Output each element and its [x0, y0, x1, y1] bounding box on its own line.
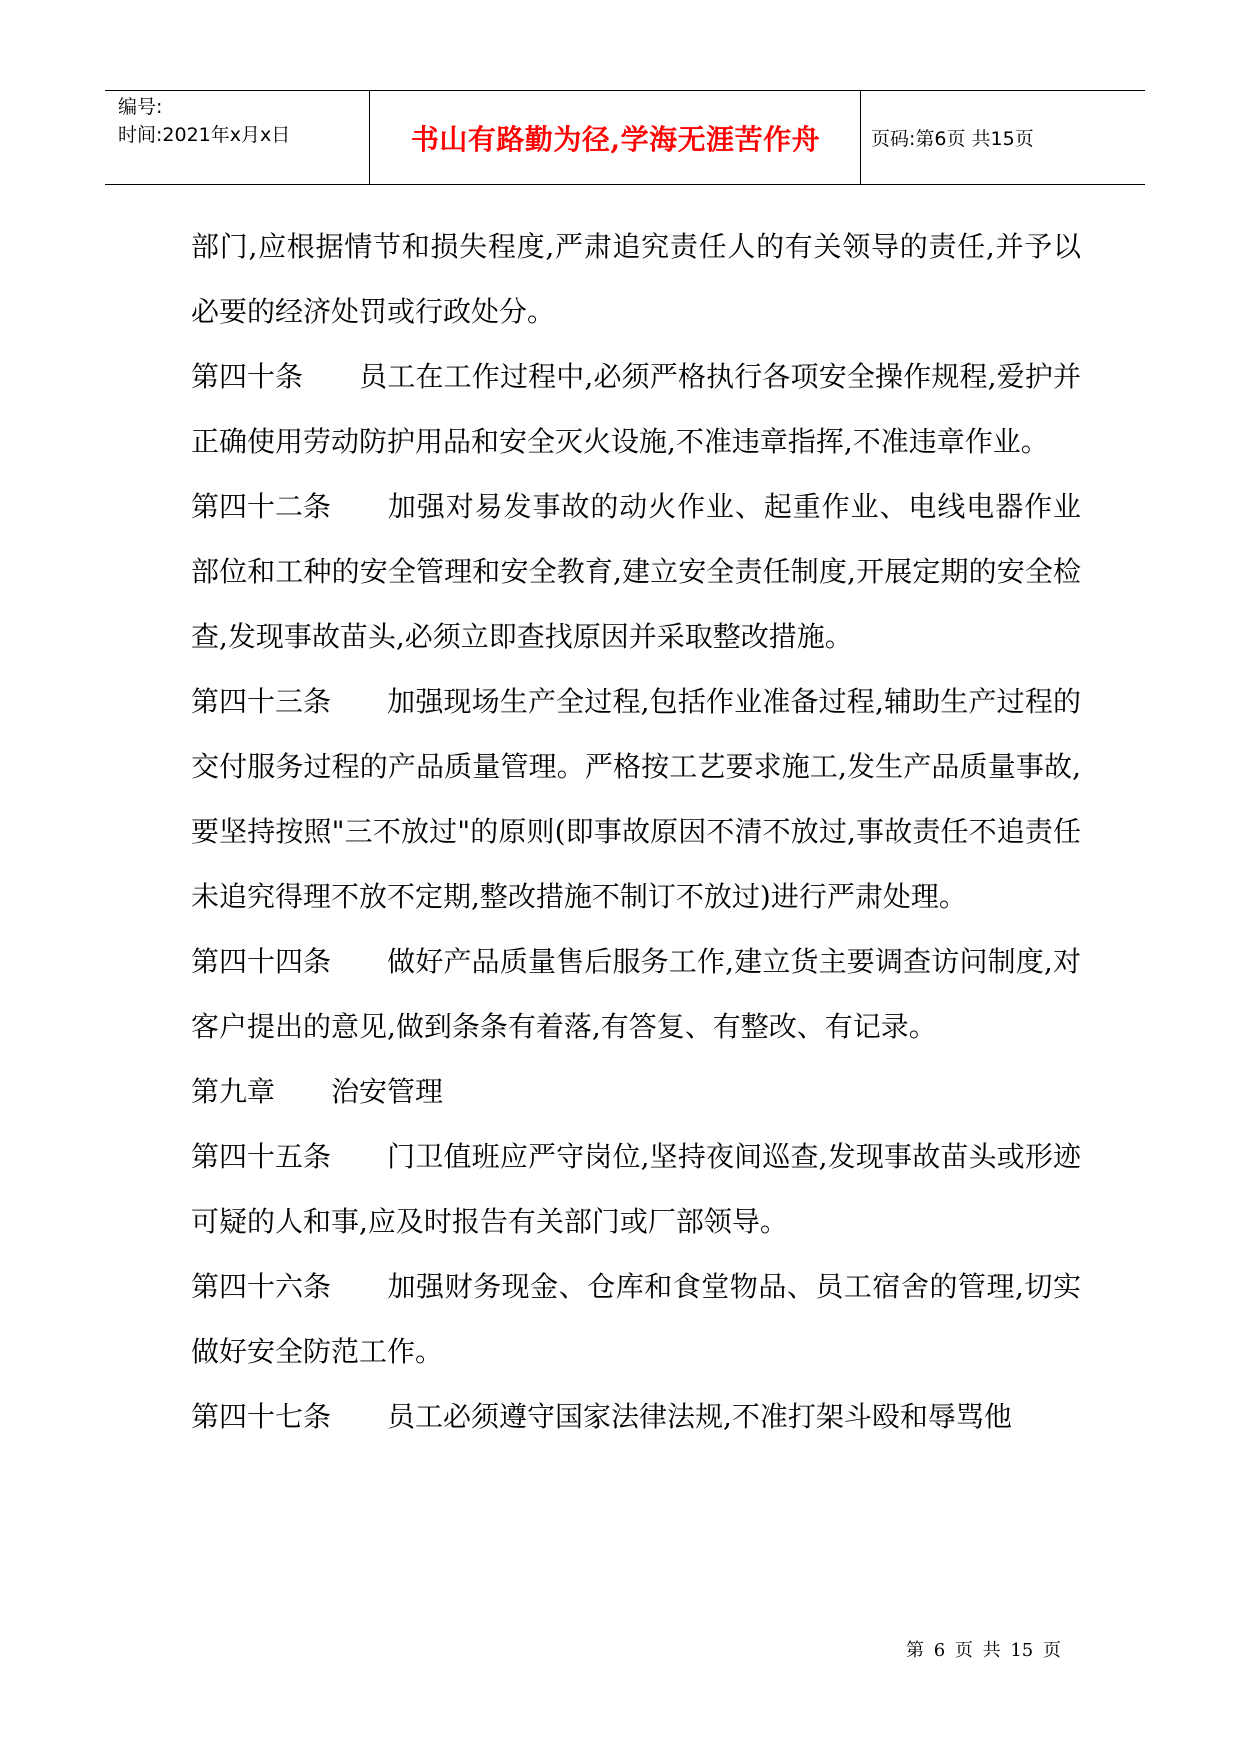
article-text: 加强财务现金、仓库和食堂物品、员工宿舍的管理,切实做好安全防范工作。 [191, 1270, 1081, 1368]
page-header [105, 90, 1145, 185]
header-divider-left [369, 91, 370, 184]
article-label: 第四十三条 [191, 685, 332, 718]
article-label: 第四十二条 [191, 490, 332, 523]
article-label: 第四十七条 [191, 1400, 332, 1433]
article-text: 员工在工作过程中,必须严格执行各项安全操作规程,爱护并正确使用劳动防护用品和安全灭火设施,不准违章指挥,不准违章作业。 [191, 360, 1081, 458]
article-text: 加强现场生产全过程,包括作业准备过程,辅助生产过程的交付服务过程的产品质量管理。严格按工艺要求施工,发生产品质量事故,要坚持按照"三不放过"的原则(即事故原因不清不放过,事故责任不追责任未追究得理不放不定期,整改措施不制订不放过)进行严肃处理。 [191, 685, 1081, 913]
chapter-label: 第九章 [191, 1075, 276, 1108]
paragraph-continuation [191, 214, 1081, 344]
header-page-info: 页码:第6页 共15页 [871, 128, 1034, 150]
article-42 [191, 474, 1081, 669]
article-46 [191, 1254, 1081, 1384]
article-label: 第四十五条 [191, 1140, 332, 1173]
article-text: 做好产品质量售后服务工作,建立货主要调查访问制度,对客户提出的意见,做到条条有着落,有答复、有整改、有记录。 [191, 945, 1081, 1043]
chapter-9-heading [191, 1059, 1081, 1124]
article-45 [191, 1124, 1081, 1254]
article-label: 第四十六条 [191, 1270, 332, 1303]
article-text: 员工必须遵守国家法律法规,不准打架斗殴和辱骂他 [387, 1400, 1012, 1433]
document-body [191, 214, 1081, 1449]
page-footer: 第 6 页 共 15 页 [906, 1640, 1061, 1661]
article-text: 加强对易发事故的动火作业、起重作业、电线电器作业部位和工种的安全管理和安全教育,建立安全责任制度,开展定期的安全检查,发现事故苗头,必须立即查找原因并采取整改措施。 [191, 490, 1081, 653]
article-40 [191, 344, 1081, 474]
paragraph-text: 部门,应根据情节和损失程度,严肃追究责任人的有关领导的责任,并予以必要的经济处罚或行政处分。 [191, 230, 1081, 328]
article-label: 第四十条 [191, 360, 304, 393]
document-time-label: 时间:2021年x月x日 [118, 124, 291, 146]
article-43 [191, 669, 1081, 929]
header-motto: 书山有路勤为径,学海无涯苦作舟 [410, 122, 821, 156]
article-44 [191, 929, 1081, 1059]
header-meta [118, 93, 290, 149]
document-number-label: 编号: [118, 96, 163, 118]
article-47 [191, 1384, 1081, 1449]
article-label: 第四十四条 [191, 945, 332, 978]
chapter-title: 治安管理 [331, 1075, 444, 1108]
article-text: 门卫值班应严守岗位,坚持夜间巡查,发现事故苗头或形迹可疑的人和事,应及时报告有关部门或厂部领导。 [191, 1140, 1081, 1238]
header-divider-right [860, 91, 861, 184]
